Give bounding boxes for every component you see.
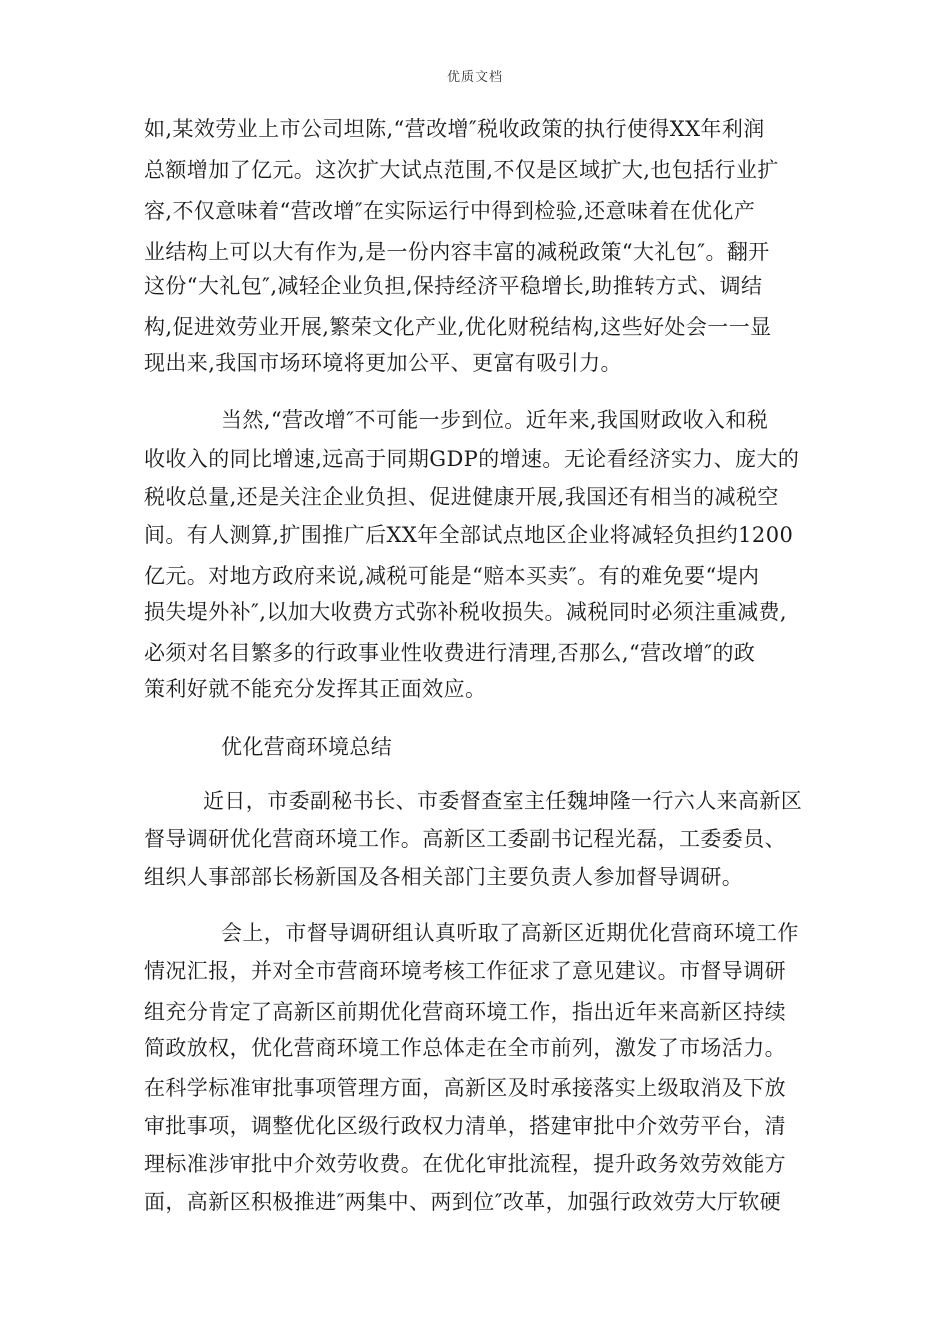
paragraph-line: 必须对名目繁多的行政事业性收费进行清理,否那么,“营改增″的政 — [144, 641, 756, 665]
paragraph-line: 当然,“营改增″不可能一步到位。近年来,我国财政收入和税 — [221, 408, 769, 432]
paragraph-line: 容,不仅意味着“营改增″在实际运行中得到检验,还意味着在优化产 — [144, 199, 756, 223]
paragraph-line: 如,某效劳业上市公司坦陈,“营改增″税收政策的执行使得XX年利润 — [144, 117, 765, 141]
paragraph-line: 间。有人测算,扩围推广后XX年全部试点地区企业将减轻负担约1200 — [144, 523, 794, 547]
section-title: 优化营商环境总结 — [221, 735, 393, 759]
paragraph-line: 近日，市委副秘书长、市委督查室主任魏坤隆一行六人来高新区 — [203, 789, 803, 813]
paragraph-line: 策利好就不能充分发挥其正面效应。 — [144, 677, 487, 701]
page-header: 优质文档 — [446, 70, 503, 85]
paragraph-line: 构,促进效劳业开展,繁荣文化产业,优化财税结构,这些好处会一一显 — [144, 315, 772, 339]
paragraph-line: 会上，市督导调研组认真听取了高新区近期优化营商环境工作 — [221, 921, 799, 945]
paragraph-line: 总额增加了亿元。这次扩大试点范围,不仅是区域扩大,也包括行业扩 — [144, 158, 779, 182]
paragraph-line: 理标准涉审批中介效劳收费。在优化审批流程，提升政务效劳效能方 — [144, 1152, 786, 1176]
paragraph-line: 督导调研优化营商环境工作。高新区工委副书记程光磊，工委委员、 — [144, 827, 786, 851]
paragraph-line: 审批事项，调整优化区级行政权力清单，搭建审批中介效劳平台，清 — [144, 1114, 786, 1138]
paragraph-line: 业结构上可以大有作为,是一份内容丰富的减税政策“大礼包″。翻开 — [144, 240, 770, 264]
paragraph-line: 组充分肯定了高新区前期优化营商环境工作，指出近年来高新区持续 — [144, 1000, 786, 1024]
paragraph-line: 在科学标准审批事项管理方面，高新区及时承接落实上级取消及下放 — [144, 1076, 786, 1100]
paragraph-line: 组织人事部部长杨新国及各相关部门主要负责人参加督导调研。 — [144, 865, 744, 889]
paragraph-line: 亿元。对地方政府来说,减税可能是“赔本买卖″。有的难免要“堤内 — [144, 564, 760, 588]
paragraph-line: 简政放权，优化营商环境工作总体走在全市前列，激发了市场活力。 — [144, 1036, 786, 1060]
paragraph-line: 情况汇报，并对全市营商环境考核工作征求了意见建议。市督导调研 — [144, 959, 786, 983]
paragraph-line: 这份“大礼包″,减轻企业负担,保持经济平稳增长,助推转方式、调结 — [144, 274, 763, 298]
paragraph-line: 现出来,我国市场环境将更加公平、更富有吸引力。 — [144, 351, 622, 375]
paragraph-line: 税收总量,还是关注企业负担、促进健康开展,我国还有相当的减税空 — [144, 485, 779, 509]
paragraph-line: 损失堤外补″,以加大收费方式弥补税收损失。减税同时必须注重减费, — [144, 600, 787, 624]
paragraph-line: 收收入的同比增速,远高于同期GDP的增速。无论看经济实力、庞大的 — [144, 447, 800, 471]
paragraph-line: 面，高新区积极推进″两集中、两到位″改革，加强行政效劳大厅软硬 — [144, 1190, 782, 1214]
